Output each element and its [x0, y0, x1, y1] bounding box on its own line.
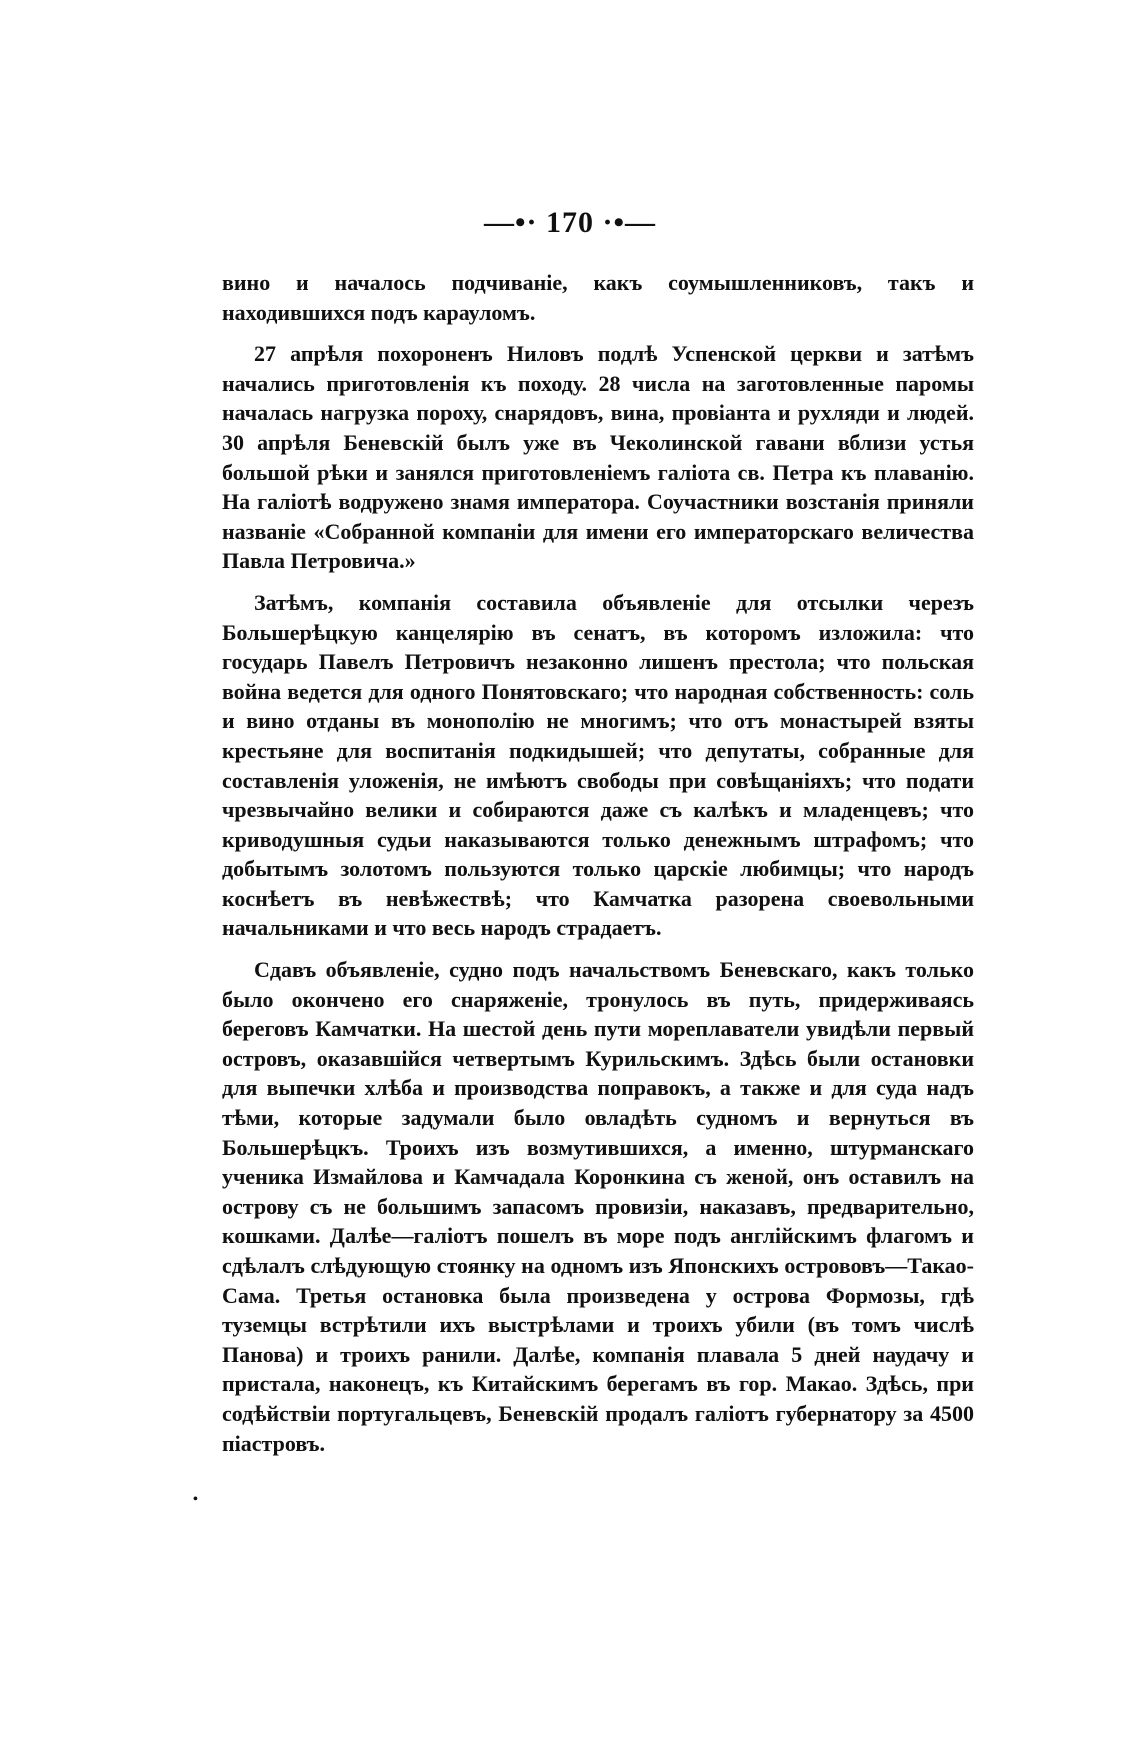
paragraph-4: Сдавъ объявленiе, судно подъ начальствомъ Беневскаго, какъ только было окончено его снаряженiе, тронулось въ путь, придерживаясь береговъ Камчатки. На шестой день пути мореплаватели увидѣли первый островъ, оказавшiйся четвертымъ Курильскимъ. Здѣсь были остановки для выпечки хлѣба и производства поправокъ, а также и для суда надъ тѣми, которые задумали было овладѣть судномъ и вернуться въ Большерѣцкъ. Троихъ изъ возмутившихся, а именно, штурманскаго ученика Измайлова и Камчадала Коронкина съ женой, онъ оставилъ на острову съ не большимъ запасомъ провизiи, наказавъ, предварительно, кошками. Далѣе—галiотъ пошелъ въ море подъ англiйскимъ флагомъ и сдѣлалъ слѣдующую стоянку на одномъ изъ Японскихъ острововъ—Такао-Сама. Третья остановка была произведена у острова Формозы, гдѣ туземцы встрѣтили ихъ выстрѣлами и троихъ убили (въ томъ числѣ Панова) и троихъ ранили. Далѣе, компанiя плавала 5 дней наудачу и пристала, наконецъ, къ Китайскимъ берегамъ въ гор. Макао. Здѣсь, при содѣйствiи португальцевъ, Беневскiй продалъ галiотъ губернатору за 4500 пiастровъ.	[222, 957, 974, 1456]
page-number: 170	[546, 206, 594, 239]
page-number-ornament-left: —•·	[483, 206, 538, 239]
page-number-ornament-right: ·•—	[602, 206, 657, 239]
paragraph-2: 27 апрѣля похороненъ Ниловъ подлѣ Успенской церкви и затѣмъ начались приготовленiя къ походу. 28 числа на заготовленные паромы началась нагрузка пороху, снарядовъ, вина, провiанта и рухляди и людей. 30 апрѣля Беневскiй былъ уже въ Чеколинской гавани вблизи устья большой рѣки и занялся приготовленiемъ галiота св. Петра къ плаванiю. На галiотѣ водружено знамя императора. Соучастники возстанiя приняли названiе «Собранной компанiи для имени его императорскаго величества Павла Петровича.»	[222, 341, 974, 574]
body-text	[222, 268, 974, 1458]
margin-bullet: •	[193, 1492, 198, 1507]
paragraph-3: Затѣмъ, компанiя составила объявленiе для отсылки черезъ Большерѣцкую канцелярiю въ сенатъ, въ которомъ изложила: что государь Павелъ Петровичъ незаконно лишенъ престола; что польская война ведется для одного Понятовскаго; что народная собственность: соль и вино отданы въ монополiю не многимъ; что отъ монастырей взяты крестьяне для воспитанiя подкидышей; что депутаты, собранные для составленiя уложенiя, не имѣютъ свободы при совѣщанiяхъ; что подати чрезвычайно велики и собираются даже съ калѣкъ и младенцевъ; что криводушныя судьи наказываются только денежнымъ штрафомъ; что добытымъ золотомъ пользуются только царскiе любимцы; что народъ коснѣетъ въ невѣжествѣ; что Камчатка разорена своевольными начальниками и что весь народъ страдаетъ.	[222, 589, 974, 941]
paragraph-1: вино и началось подчиванiе, какъ соумышленниковъ, такъ и находившихся подъ карауломъ.	[222, 270, 974, 325]
page-number-header	[0, 203, 1140, 243]
